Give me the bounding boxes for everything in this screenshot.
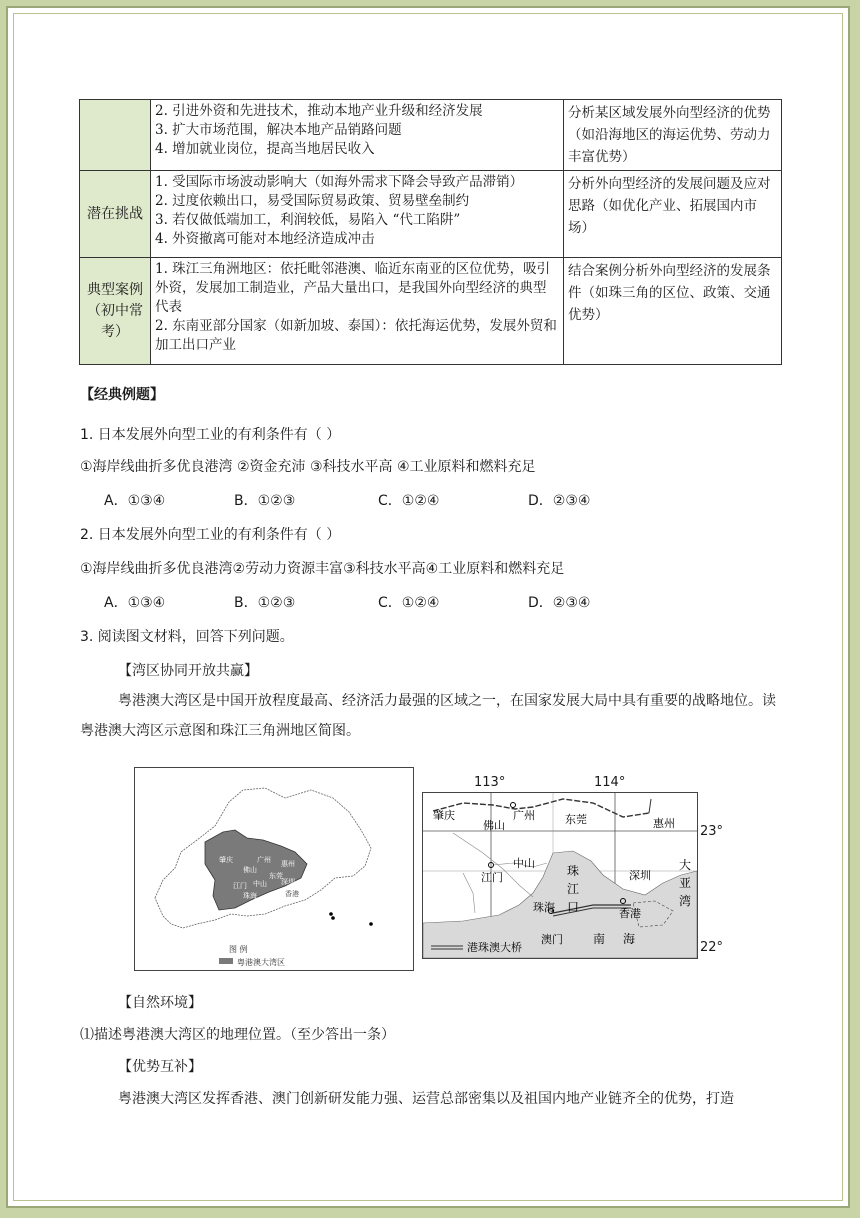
- knowledge-table: [79, 99, 782, 365]
- list-item: 2. 引进外资和先进技术，推动本地产业升级和经济发展: [155, 103, 483, 119]
- legend-title: 图 例: [229, 945, 248, 954]
- q1-option-c[interactable]: C．①②④: [378, 493, 440, 509]
- section-title: 【经典例题】: [80, 387, 164, 403]
- water-label: 珠: [567, 864, 580, 878]
- table-row: [80, 258, 782, 365]
- row-focus: 结合案例分析外向型经济的发展条件（如珠三角的区位、政策、交通优势）: [564, 258, 782, 365]
- map-label: 香港: [285, 890, 299, 898]
- q3-subtitle-1: 【湾区协同开放共赢】: [118, 663, 258, 679]
- row-items: [151, 100, 564, 171]
- railway: [433, 799, 649, 817]
- prd-map-svg: [423, 793, 697, 958]
- q3-question-1: ⑴描述粤港澳大湾区的地理位置。（至少答出一条）: [80, 1027, 395, 1043]
- map-label: 深圳: [281, 878, 295, 886]
- water-label: 口: [567, 900, 580, 914]
- q2-option-d[interactable]: D．②③④: [528, 595, 591, 611]
- river: [463, 873, 475, 913]
- water-label: 海: [623, 932, 636, 946]
- map-label: 惠州: [281, 860, 295, 868]
- q3-paragraph-1: 粤港澳大湾区是中国开放程度最高、经济活力最强的区域之一，在国家发展大局中具有重要的战略地位。读粤港澳大湾区示意图和珠江三角洲地区简图。: [80, 693, 776, 739]
- q2-conditions: ①海岸线曲折多优良港湾②劳动力资源丰富③科技水平高④工业原料和燃料充足: [80, 561, 565, 577]
- list-item: 1. 珠江三角洲地区：依托毗邻港澳、临近东南亚的区位优势，吸引外资，发展加工制造业，产品大量出口，是我国外向型经济的典型代表: [155, 261, 551, 315]
- map-label: 广州: [257, 856, 271, 864]
- city-label: 江门: [481, 871, 503, 884]
- q3-subtitle-2: 【自然环境】: [118, 995, 202, 1011]
- q1-option-b[interactable]: B．①②③: [234, 493, 296, 509]
- city-label: 中山: [513, 857, 535, 870]
- map-label: 东莞: [269, 872, 283, 880]
- list-item: 4. 外资撤离可能对本地经济造成冲击: [155, 231, 375, 247]
- q3-paragraph-2: 粤港澳大湾区发挥香港、澳门创新研发能力强、运营总部密集以及祖国内地产业链齐全的优势，打造: [118, 1091, 734, 1107]
- island-dot: [369, 922, 373, 926]
- q1-option-a[interactable]: A．①③④: [104, 493, 166, 509]
- q2-stem: 2. 日本发展外向型工业的有利条件有（ ）: [80, 527, 341, 543]
- map-label: 澳门: [259, 898, 273, 906]
- map-label: 中山: [253, 880, 267, 888]
- water-label: 南: [593, 932, 606, 946]
- row-focus: 分析外向型经济的发展问题及应对思路（如优化产业、拓展国内市场）: [564, 171, 782, 258]
- q1-option-d[interactable]: D．②③④: [528, 493, 591, 509]
- list-item: 2. 东南亚部分国家（如新加坡、泰国）：依托海运优势，发展外贸和加工出口产业: [155, 318, 557, 353]
- island-dot: [331, 916, 335, 920]
- railway: [649, 799, 651, 813]
- q2-option-b[interactable]: B．①②③: [234, 595, 296, 611]
- q2-option-a[interactable]: A．①③④: [104, 595, 166, 611]
- city-label: 东莞: [565, 813, 587, 826]
- city-label: 佛山: [483, 819, 505, 832]
- lat-label-22: 22°: [700, 940, 724, 955]
- water-label: 亚: [679, 876, 692, 890]
- city-label: 肇庆: [433, 809, 455, 822]
- list-item: 2. 过度依赖出口，易受国际贸易政策、贸易壁垒制约: [155, 193, 470, 209]
- water-label: 大: [679, 858, 692, 872]
- city-label: 广州: [513, 809, 535, 822]
- table-row: [80, 171, 782, 258]
- q1-stem: 1. 日本发展外向型工业的有利条件有（ ）: [80, 427, 341, 443]
- list-item: 4. 增加就业岗位，提高当地居民收入: [155, 141, 375, 157]
- gba-map-svg: [135, 768, 413, 970]
- water-label: 湾: [679, 894, 692, 908]
- map-label: 佛山: [243, 866, 257, 874]
- list-item: 1. 受国际市场波动影响大（如海外需求下降会导致产品滞销）: [155, 174, 524, 190]
- list-item: 3. 扩大市场范围，解决本地产品销路问题: [155, 122, 402, 138]
- q3-stem: 3. 阅读图文材料，回答下列问题。: [80, 629, 294, 645]
- gba-overview-map: [134, 767, 414, 971]
- legend-swatch: [219, 958, 233, 964]
- row-focus: 分析某区域发展外向型经济的优势（如沿海地区的海运优势、劳动力丰富优势）: [564, 100, 782, 171]
- row-header: 典型案例（初中常考）: [80, 258, 151, 365]
- map-label: 江门: [233, 882, 247, 890]
- list-item: 3. 若仅做低端加工，利润较低，易陷入 “代工陷阱”: [155, 212, 461, 228]
- lon-label-114: 114°: [594, 775, 626, 790]
- q1-conditions: ①海岸线曲折多优良港湾 ②资金充沛 ③科技水平高 ④工业原料和燃料充足: [80, 459, 536, 475]
- prd-map: [422, 792, 698, 959]
- city-label: 香港: [619, 907, 641, 920]
- city-label: 澳门: [541, 933, 563, 946]
- city-marker: [511, 803, 516, 808]
- row-header: 潜在挑战: [80, 171, 151, 258]
- map-label: 肇庆: [219, 856, 233, 864]
- q2-option-c[interactable]: C．①②④: [378, 595, 440, 611]
- map-label: 珠海: [243, 892, 257, 900]
- island-dot: [329, 912, 333, 916]
- row-items: [151, 171, 564, 258]
- table-row: [80, 100, 782, 171]
- city-label: 深圳: [629, 869, 651, 882]
- row-header: [80, 100, 151, 171]
- lon-label-113: 113°: [474, 775, 506, 790]
- water-label: 江: [567, 882, 580, 896]
- legend-item: 粤港澳大湾区: [237, 958, 285, 967]
- row-items: [151, 258, 564, 365]
- city-label: 惠州: [653, 817, 675, 830]
- bridge-legend: 港珠澳大桥: [467, 941, 522, 954]
- q3-subtitle-3: 【优势互补】: [118, 1059, 202, 1075]
- city-label: 珠海: [533, 901, 555, 914]
- lat-label-23: 23°: [700, 824, 724, 839]
